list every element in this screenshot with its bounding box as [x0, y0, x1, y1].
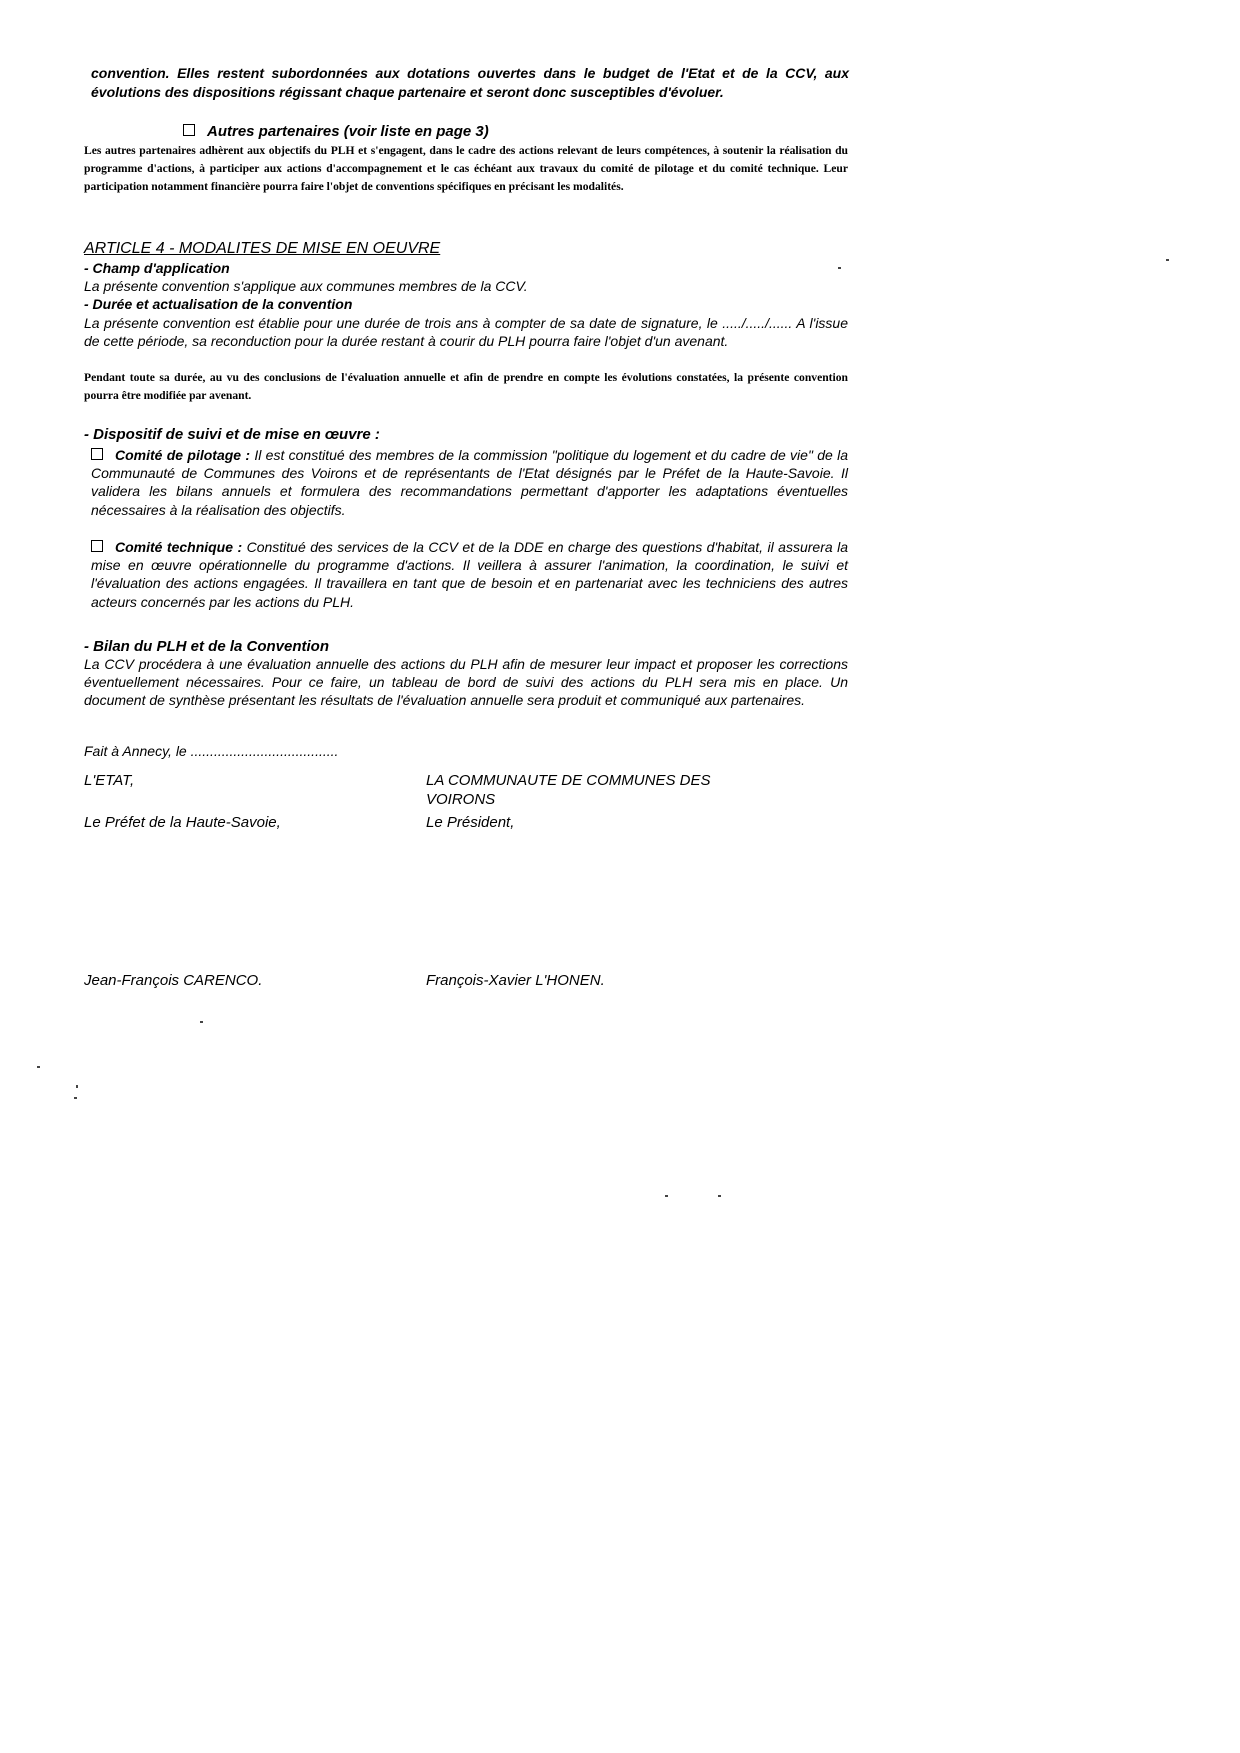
technique-label: Comité technique :: [115, 539, 243, 555]
bilan-heading: - Bilan du PLH et de la Convention: [84, 638, 330, 655]
bilan-text: La CCV procédera à une évaluation annuelle des actions du PLH afin de mesurer leur impact et proposer les corrections éventuellement nécessaires. Pour ce faire, un tableau de bord de suivi des actions du PLH sera mis en place. Un document de synthèse présentant les résultats de l'évaluation annuelle sera produit et communiqué aux partenaires.: [84, 656, 848, 708]
scan-speck: [200, 1021, 203, 1023]
bilan-paragraph: [84, 656, 848, 709]
technique-paragraph: [91, 538, 848, 611]
champ-heading: - Champ d'application: [84, 260, 230, 276]
signature-right-org: LA COMMUNAUTE DE COMMUNES DES VOIRONS: [426, 772, 711, 808]
signature-left-name: Jean-François CARENCO.: [84, 972, 263, 989]
dispositif-heading: - Dispositif de suivi et de mise en œuvre :: [84, 426, 380, 443]
pilotage-checkbox-icon: [91, 448, 103, 460]
signature-left-org: L'ETAT,: [84, 772, 135, 789]
pilotage-text: Il est constitué des membres de la commission "politique du logement et du cadre de vie" de la Communauté de Communes des Voirons et de représentants de l'Etat désignés par le Préfet de la Haute-Savoie. Il validera les bilans annuels et formulera des recommandations permettant d'apporter les adaptations éventuelles nécessaires à la réalisation des objectifs.: [91, 447, 849, 518]
technique-checkbox-icon: [91, 540, 103, 552]
duree-text: La présente convention est établie pour une durée de trois ans à compter de sa date de signature, le ...../...../...... A l'issue de cette période, sa reconduction pour la durée restant à courir du PLH pourra faire l'objet d'un avenant.: [84, 315, 848, 349]
autres-partenaires-title: Autres partenaires (voir liste en page 3): [207, 123, 489, 140]
signature-right-name: François-Xavier L'HONEN.: [426, 972, 605, 989]
duree-heading: - Durée et actualisation de la convention: [84, 296, 353, 312]
technique-text: Constitué des services de la CCV et de la DDE en charge des questions d'habitat, il assurera la mise en œuvre opérationnelle du programme d'actions. Il veillera à assurer l'animation, la coordination, le suivi et l'évaluation des actions engagées. Il travaillera en tant que de besoin et en partenariat avec les techniciens des autres acteurs concernés par les actions du PLH.: [91, 539, 848, 610]
fait-line: Fait à Annecy, le ......................................: [84, 743, 339, 759]
autres-partenaires-text: Les autres partenaires adhèrent aux objectifs du PLH et s'engagent, dans le cadre des actions relevant de leurs compétences, à soutenir la réalisation du programme d'actions, à participer aux actions d'accompagnement et le cas échéant aux travaux du comité de pilotage et du comité technique. Leur participation notamment financière pourra faire l'objet de conventions spécifiques en précisant les modalités.: [84, 144, 848, 193]
scan-speck: [37, 1066, 40, 1068]
autres-partenaires-paragraph: [84, 142, 848, 196]
pendant-text: Pendant toute sa durée, au vu des conclusions de l'évaluation annuelle et afin de prendre en compte les évolutions constatées, la présente convention pourra être modifiée par avenant.: [84, 371, 848, 402]
scan-speck: [718, 1195, 721, 1197]
scan-speck: [76, 1085, 78, 1088]
scan-speck: [665, 1195, 668, 1197]
pilotage-label: Comité de pilotage :: [115, 447, 251, 463]
article4-title-text: ARTICLE 4 - MODALITES DE MISE EN OEUVRE: [84, 240, 441, 257]
pendant-paragraph: [84, 369, 848, 405]
article4-title: [84, 239, 684, 259]
pilotage-paragraph: [91, 446, 848, 519]
intro-paragraph: [91, 64, 849, 102]
scan-speck: [1166, 259, 1169, 261]
scan-speck: [74, 1097, 77, 1099]
signature-left-role: Le Préfet de la Haute-Savoie,: [84, 814, 281, 831]
signature-right-role: Le Président,: [426, 814, 515, 831]
autres-partenaires-heading: [183, 122, 683, 142]
duree-paragraph: [84, 314, 848, 350]
intro-text: convention. Elles restent subordonnées aux dotations ouvertes dans le budget de l'Etat et de la CCV, aux évolutions des dispositions régissant chaque partenaire et seront donc susceptibles d'évoluer.: [91, 65, 849, 100]
champ-text: La présente convention s'applique aux communes membres de la CCV.: [84, 278, 528, 294]
scan-speck: [838, 267, 841, 269]
checkbox-icon: [183, 124, 195, 136]
